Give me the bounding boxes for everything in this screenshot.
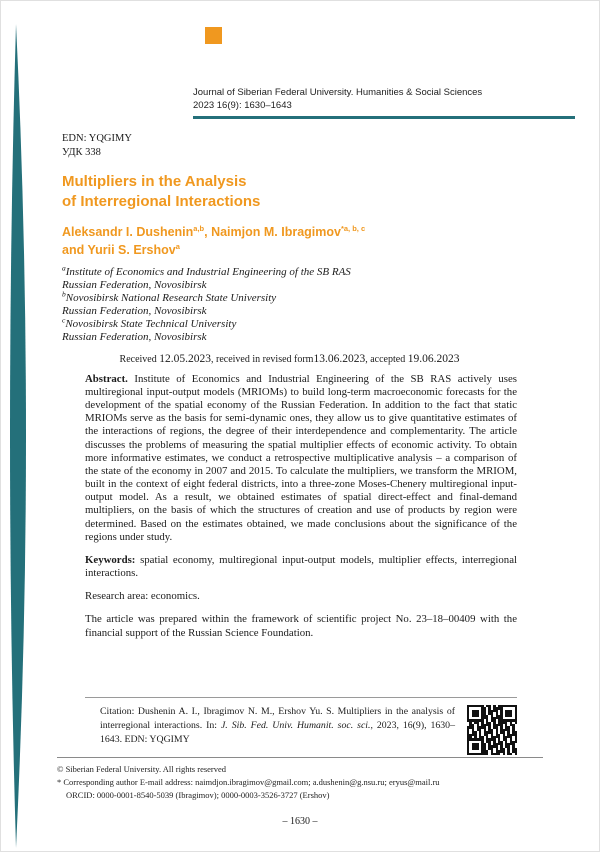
- footnote-section: [57, 757, 543, 803]
- affiliation-name: $^a$Institute of Economics and Industrial Engineering of the SB RAS: [62, 262, 351, 278]
- journal-header: [193, 86, 580, 113]
- header-rule: [193, 116, 575, 119]
- received-line: Received 12.05.2023, received in revised form13.06.2023, accepted 19.06.2023: [119, 352, 460, 365]
- paper-title-line2: of Interregional Interactions: [62, 192, 261, 210]
- page-number: – 1630 –: [282, 816, 318, 827]
- citation-journal-abbrev: J. Sib. Fed. Univ. Humanit. soc. sci.: [220, 720, 371, 732]
- journal-name: Journal of Siberian Federal University. Humanities & Social Sciences: [193, 87, 483, 98]
- citation-rule: [85, 697, 517, 698]
- keywords-text: spatial economy, multiregional input-output models, multiplier effects, interregional interactions.: [85, 553, 517, 580]
- affiliation-location: Russian Federation, Novosibirsk: [62, 278, 207, 291]
- author-affil-marks: *a, b, c: [340, 224, 366, 234]
- citation-text: Citation: Dushenin A. I., Ibragimov N. M., Ershov Yu. S. Multipliers in the analysis of interregional interactions. In: J. Sib. Fed. Univ. Humanit. soc. sci., 2023, 16(9), 1630–1643. EDN: YQGIMY: [100, 706, 455, 746]
- affiliation-location: Russian Federation, Novosibirsk: [62, 331, 207, 344]
- affiliation-mark: c: [62, 315, 66, 325]
- funding-note: The article was prepared within the framework of scientific project No. 23–18–00409 with the financial support of the Russian Science Foundation.: [85, 613, 517, 639]
- abstract-label: Abstract.: [85, 372, 128, 385]
- author-separator: ,: [204, 225, 212, 240]
- article-ids: [62, 132, 517, 159]
- keywords: [85, 554, 517, 580]
- affiliation-mark: b: [62, 289, 66, 299]
- left-decorative-band: [0, 0, 44, 852]
- affiliation-name: $^b$Novosibirsk National Research State University: [62, 289, 277, 304]
- author-name: Naimjon M. Ibragimov: [211, 225, 341, 240]
- abstract: [85, 373, 517, 544]
- authors-line2: [62, 241, 517, 259]
- accepted-date: 19.06.2023: [407, 352, 460, 365]
- article-front-matter: [62, 132, 517, 640]
- citation-row: [100, 705, 517, 755]
- paper-title: [62, 172, 517, 211]
- copyright-note: © Siberian Federal University. All rights reserved: [57, 764, 227, 774]
- paper-title-line1: Multipliers in the Analysis: [62, 173, 247, 191]
- author-affil-marks: a: [175, 242, 180, 252]
- corresponding-author-note: * Corresponding author E-mail address: naimdjon.ibragimov@gmail.com; a.dushenin@g.nsu.ru; eryus@mail.ru: [57, 777, 440, 788]
- orcid-note: ORCID: 0000-0001-8540-5039 (Ibragimov); 0000-0003-3526-3727 (Ershov): [66, 790, 330, 801]
- qr-code: [467, 705, 517, 755]
- affiliation-location: Russian Federation, Novosibirsk: [62, 305, 207, 318]
- authors-line1: [62, 223, 517, 241]
- author-name: Aleksandr I. Dushenin: [62, 225, 194, 240]
- citation-section: [85, 697, 517, 755]
- received-date: 12.05.2023: [159, 352, 211, 365]
- authors: [62, 223, 517, 259]
- author-name: and Yurii S. Ershov: [62, 243, 176, 258]
- revised-date: 13.06.2023: [313, 352, 366, 365]
- keywords-label: Keywords:: [85, 553, 136, 566]
- abstract-text: Institute of Economics and Industrial Engineering of the SB RAS actively uses multiregional input-output models (MRIOMs) to build long-term macroeconomic forecasts for the development of the spatial economy of the Russian Federation. In addition to the fact that static MRIOMs serve as the basis for semi-dynamic ones, they allow us to give quantitative estimates of the interactions of regions, the degree of their interdependence and complementarity. The article discusses the problems of measuring the spatial multiplier effects of economic activity. To obtain more informative estimates, we conduct a retrospective multiplicative analysis – a comparison of the state of the economy in 2007 and 2015. To calculate the multipliers, we transform the MRIOM, built in the context of eight federal districts, into a three-zone Moses-Chenery multiregional input-output model. As a result, we obtained estimates of spatial direct-effect and final-demand multipliers, on the basis of which the structures of creation and use of products by region were determined. Based on the estimates obtained, we made conclusions about the significance of the regions under study.: [85, 372, 517, 543]
- udk-label: УДК 338: [62, 146, 101, 158]
- journal-issue: 2023 16(9): 1630–1643: [193, 100, 292, 112]
- author-affil-marks: a,b: [193, 224, 205, 234]
- edn-label: EDN: YQGIMY: [62, 133, 132, 144]
- footnotes: [57, 763, 543, 803]
- research-area: Research area: economics.: [85, 590, 200, 603]
- footnote-rule: [57, 757, 543, 758]
- affiliation-mark: a: [62, 262, 66, 272]
- article-abstract-block: [85, 373, 517, 640]
- affiliations: [62, 262, 517, 345]
- brand-square: [205, 27, 222, 44]
- affiliation-name: $^c$Novosibirsk State Technical University: [62, 315, 237, 331]
